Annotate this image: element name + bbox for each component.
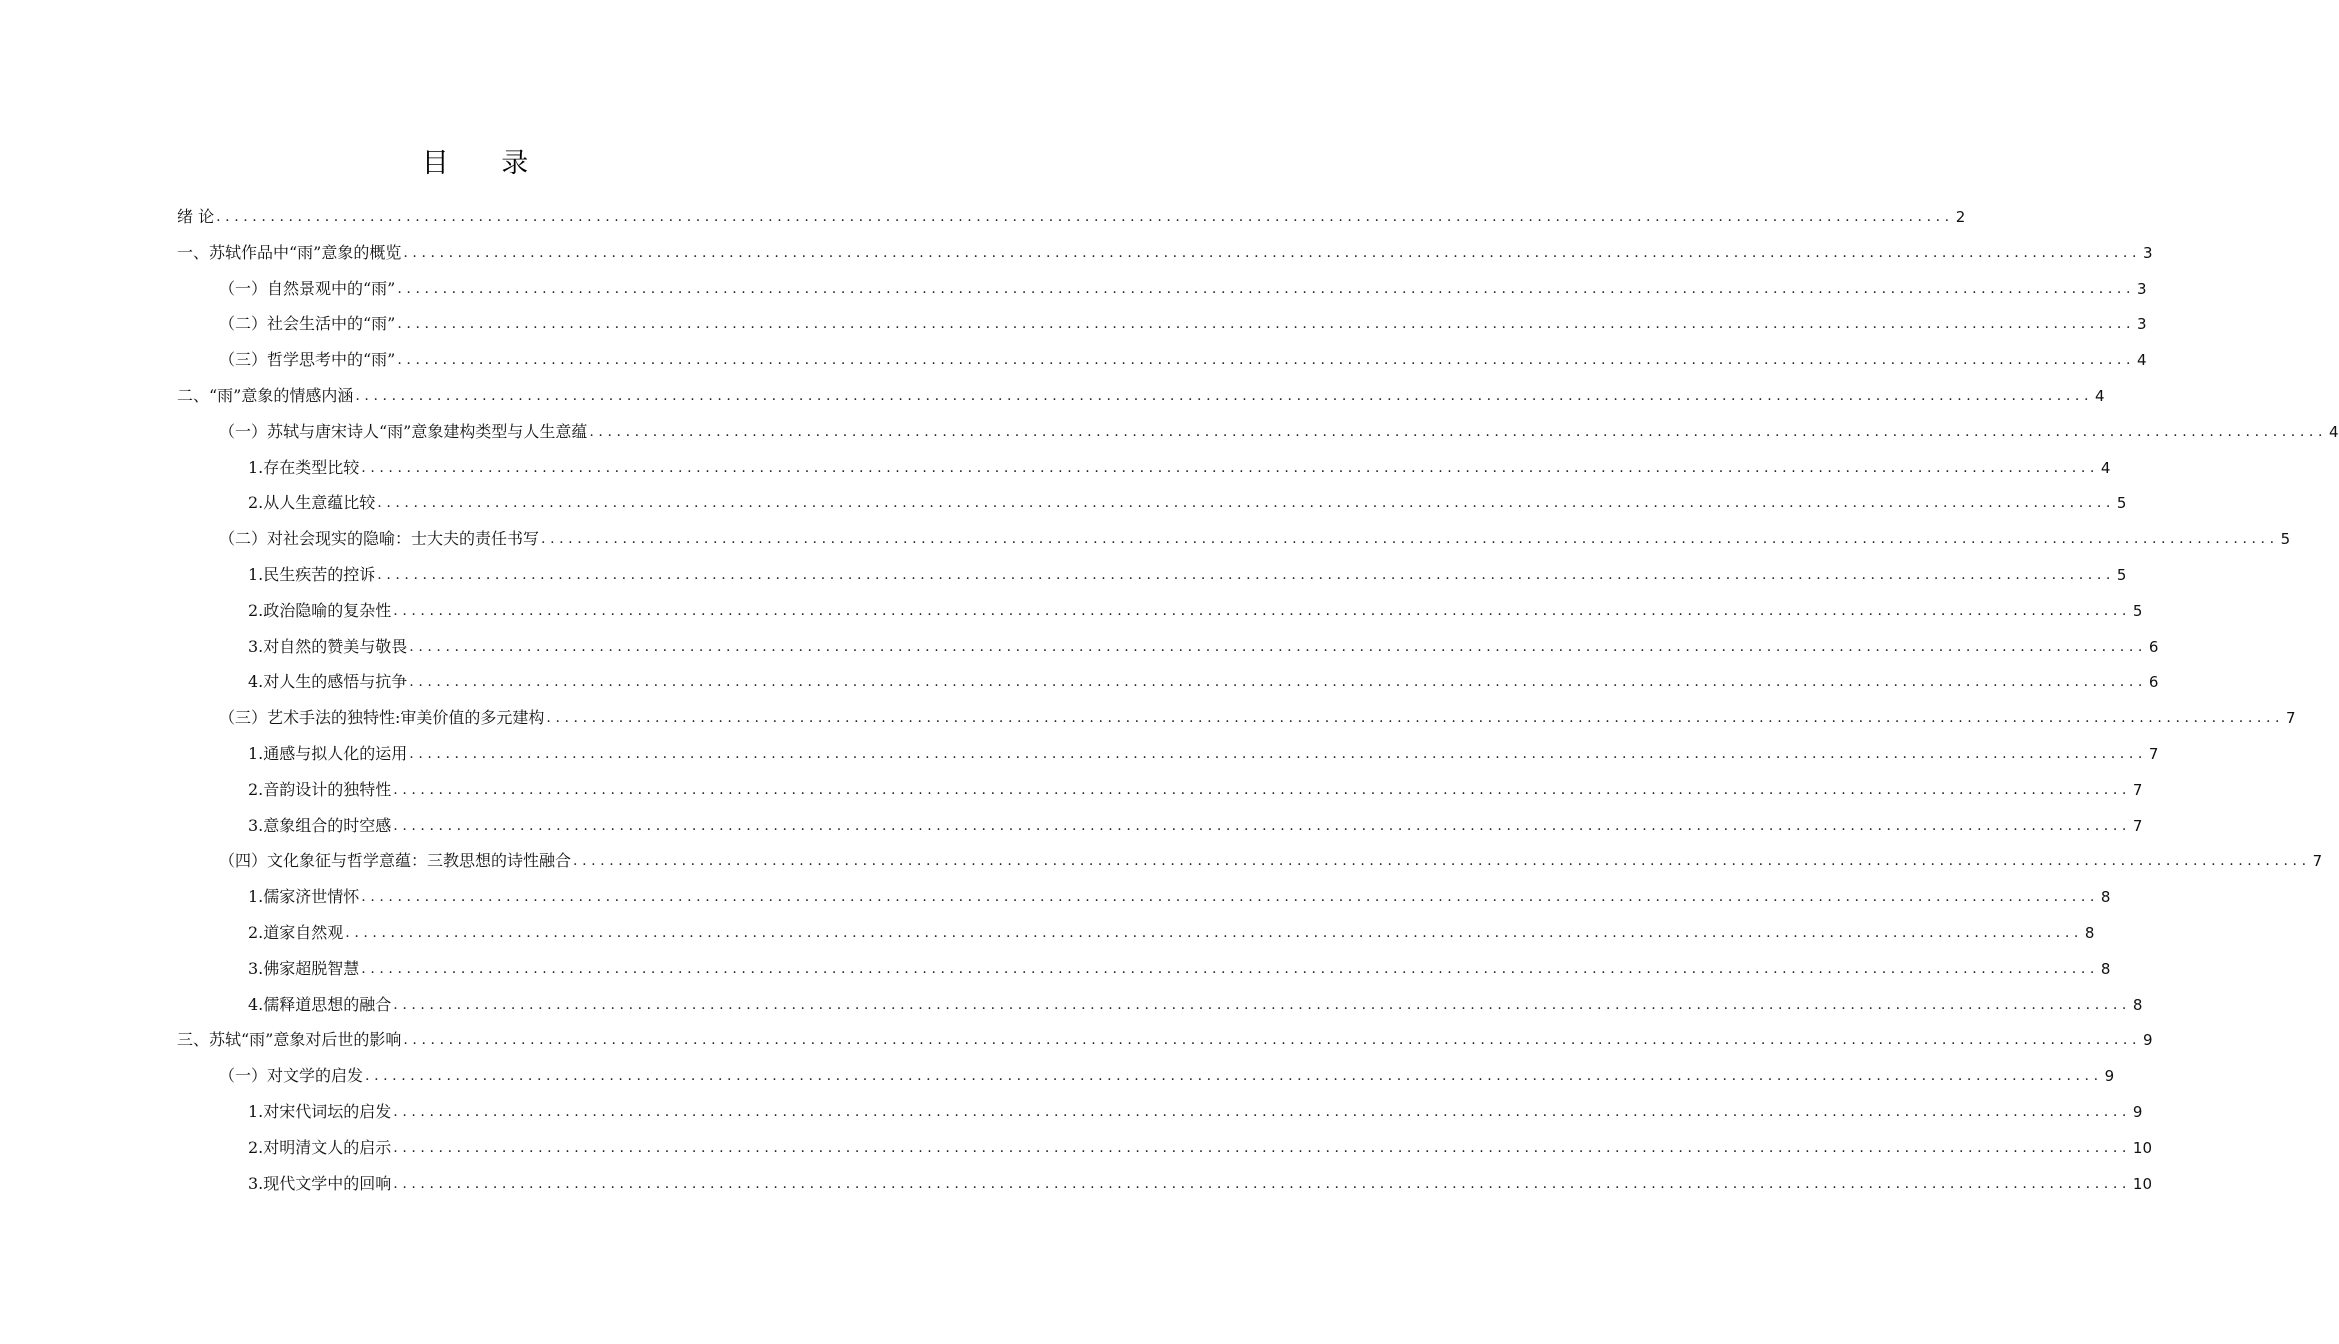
toc-dot-leader: ................................................................................................................................................................................................ — [409, 638, 2147, 655]
toc-entry-page: 9 — [2132, 1103, 2143, 1121]
toc-entry-page: 6 — [2148, 673, 2159, 692]
toc-dot-leader: ................................................................................................................................................................................................ — [409, 746, 2147, 762]
toc-entry[interactable] — [248, 558, 2127, 592]
toc-entry-page: 4 — [2329, 422, 2339, 441]
toc-dot-leader: ................................................................................................................................................................................................ — [377, 567, 2115, 583]
toc-entry-page: 10 — [2132, 1174, 2153, 1193]
toc-entry-page: 8 — [2132, 995, 2143, 1014]
toc-entry[interactable] — [248, 988, 2143, 1022]
toc-entry[interactable] — [219, 701, 2296, 735]
toc-dot-leader: ................................................................................................................................................................................................ — [573, 853, 2311, 870]
toc-entry-label: （四）文化象征与哲学意蕴：三教思想的诗性融合 — [219, 851, 572, 871]
toc-entry-page: 10 — [2132, 1138, 2153, 1157]
toc-dot-leader: ................................................................................................................................................................................................ — [393, 1175, 2131, 1192]
toc-entry[interactable] — [219, 522, 2291, 556]
toc-dot-leader: ................................................................................................................................................................................................ — [216, 209, 1954, 225]
toc-dot-leader: ................................................................................................................................................................................................ — [409, 674, 2147, 691]
toc-entry-page: 5 — [2132, 601, 2143, 620]
toc-title: 目 录 — [421, 148, 551, 179]
toc-entry-page: 7 — [2132, 780, 2143, 799]
toc-entry-label: （三）哲学思考中的“雨” — [219, 350, 396, 370]
toc-entry-label: 2.对明清文人的启示 — [248, 1137, 392, 1157]
toc-dot-leader: ................................................................................................................................................................................................ — [355, 388, 2094, 404]
toc-entry-page: 4 — [2137, 351, 2147, 370]
toc-entry-page: 3 — [2137, 279, 2147, 298]
toc-dot-leader: ................................................................................................................................................................................................ — [403, 1032, 2142, 1049]
toc-entry-page: 8 — [2100, 888, 2111, 907]
toc-entry-label: 1.存在类型比较 — [248, 457, 360, 477]
toc-dot-leader: ................................................................................................................................................................................................ — [361, 889, 2099, 906]
toc-entry-label: 2.政治隐喻的复杂性 — [248, 600, 392, 620]
toc-entry-label: 2.道家自然观 — [248, 923, 344, 942]
toc-entry[interactable] — [248, 630, 2159, 664]
toc-dot-leader: ................................................................................................................................................................................................ — [345, 925, 2083, 941]
toc-entry-page: 5 — [2280, 530, 2291, 549]
toc-dot-leader: ................................................................................................................................................................................................ — [393, 1139, 2131, 1156]
toc-entry-page: 4 — [2095, 387, 2105, 405]
toc-entry[interactable] — [219, 343, 2147, 377]
toc-entry-page: 8 — [2084, 924, 2095, 942]
toc-entry-page: 9 — [2104, 1067, 2115, 1086]
toc-entry-page: 7 — [2312, 852, 2323, 871]
toc-entry[interactable] — [177, 236, 2153, 270]
toc-entry-label: 3.对自然的赞美与敬畏 — [248, 636, 408, 656]
toc-entry-page: 6 — [2148, 637, 2159, 656]
toc-entry-label: 1.对宋代词坛的启发 — [248, 1102, 392, 1121]
toc-dot-leader: ................................................................................................................................................................................................ — [361, 459, 2099, 476]
toc-entry[interactable] — [177, 379, 2105, 413]
toc-entry-label: 绪 论 — [177, 207, 215, 226]
toc-entry-label: 3.佛家超脱智慧 — [248, 958, 360, 978]
toc-dot-leader: ................................................................................................................................................................................................ — [393, 1104, 2131, 1120]
toc-dot-leader: ................................................................................................................................................................................................ — [393, 817, 2131, 834]
toc-entry-page: 8 — [2100, 959, 2111, 978]
toc-entry-label: 二、“雨”意象的情感内涵 — [177, 386, 354, 405]
toc-dot-leader: ................................................................................................................................................................................................ — [365, 1068, 2103, 1085]
toc-entry-label: （一）自然景观中的“雨” — [219, 278, 396, 298]
toc-entry[interactable] — [248, 1131, 2153, 1165]
toc-entry-page: 3 — [2143, 243, 2153, 262]
toc-entry[interactable] — [248, 486, 2127, 520]
toc-entry-page: 7 — [2132, 816, 2143, 835]
toc-entry[interactable] — [219, 415, 2339, 449]
toc-entry[interactable] — [248, 594, 2143, 628]
toc-entry-page: 5 — [2116, 494, 2127, 513]
toc-entry-label: 三、苏轼“雨”意象对后世的影响 — [177, 1030, 402, 1050]
toc-entry-label: 4.儒释道思想的融合 — [248, 994, 392, 1014]
toc-entry[interactable] — [219, 844, 2323, 878]
toc-entry[interactable] — [177, 200, 1966, 234]
toc-dot-leader: ................................................................................................................................................................................................ — [361, 960, 2099, 977]
toc-entry-page: 7 — [2286, 709, 2296, 728]
toc-entry-label: 2.从人生意蕴比较 — [248, 493, 376, 513]
toc-dot-leader: ................................................................................................................................................................................................ — [393, 602, 2131, 619]
toc-entry[interactable] — [248, 916, 2095, 950]
toc-dot-leader: ................................................................................................................................................................................................ — [393, 996, 2131, 1013]
toc-dot-leader: ................................................................................................................................................................................................ — [546, 710, 2285, 727]
toc-entry-label: 3.意象组合的时空感 — [248, 815, 392, 835]
toc-entry-page: 5 — [2116, 566, 2127, 584]
toc-entry-label: （二）对社会现实的隐喻：士大夫的责任书写 — [219, 529, 540, 549]
toc-entry[interactable] — [248, 809, 2143, 843]
toc-dot-leader: ................................................................................................................................................................................................ — [377, 495, 2115, 512]
toc-entry[interactable] — [248, 1095, 2143, 1129]
toc-entry-label: 一、苏轼作品中“雨”意象的概览 — [177, 242, 402, 262]
toc-entry-label: （三）艺术手法的独特性:审美价值的多元建构 — [219, 708, 545, 728]
toc-dot-leader: ................................................................................................................................................................................................ — [397, 352, 2136, 369]
toc-entry-label: （一）苏轼与唐宋诗人“雨”意象建构类型与人生意蕴 — [219, 421, 588, 441]
toc-entry-label: 1.儒家济世情怀 — [248, 887, 360, 907]
toc-entry-label: （二）社会生活中的“雨” — [219, 314, 396, 334]
toc-entry[interactable] — [177, 1023, 2153, 1057]
toc-entry[interactable] — [248, 1167, 2153, 1201]
toc-entry-page: 3 — [2137, 315, 2147, 334]
toc-dot-leader: ................................................................................................................................................................................................ — [397, 316, 2136, 333]
toc-entry-label: 4.对人生的感悟与抗争 — [248, 672, 408, 692]
toc-entry[interactable] — [248, 773, 2143, 807]
toc-entry[interactable] — [248, 880, 2111, 914]
toc-entry[interactable] — [248, 737, 2159, 771]
toc-entry[interactable] — [219, 1059, 2115, 1093]
toc-entry[interactable] — [248, 451, 2111, 485]
toc-dot-leader: ................................................................................................................................................................................................ — [397, 280, 2136, 297]
toc-dot-leader: ................................................................................................................................................................................................ — [393, 781, 2131, 798]
toc-entry[interactable] — [219, 307, 2147, 341]
toc-dot-leader: ................................................................................................................................................................................................ — [541, 531, 2279, 548]
toc-dot-leader: ................................................................................................................................................................................................ — [403, 244, 2142, 261]
toc-entry[interactable] — [219, 272, 2147, 306]
toc-entry-page: 9 — [2143, 1031, 2153, 1050]
toc-entry-label: 3.现代文学中的回响 — [248, 1173, 392, 1193]
toc-entry-label: 2.音韵设计的独特性 — [248, 779, 392, 799]
toc-entry-page: 4 — [2100, 458, 2111, 477]
toc-entry[interactable] — [248, 665, 2159, 699]
toc-entry-label: （一）对文学的启发 — [219, 1066, 364, 1086]
toc-entry-label: 1.通感与拟人化的运用 — [248, 744, 408, 763]
toc-dot-leader: ................................................................................................................................................................................................ — [589, 423, 2328, 440]
toc-entry-label: 1.民生疾苦的控诉 — [248, 565, 376, 584]
toc-entry[interactable] — [248, 952, 2111, 986]
toc-entry-page: 7 — [2148, 745, 2159, 763]
toc-entry-page: 2 — [1955, 208, 1966, 226]
